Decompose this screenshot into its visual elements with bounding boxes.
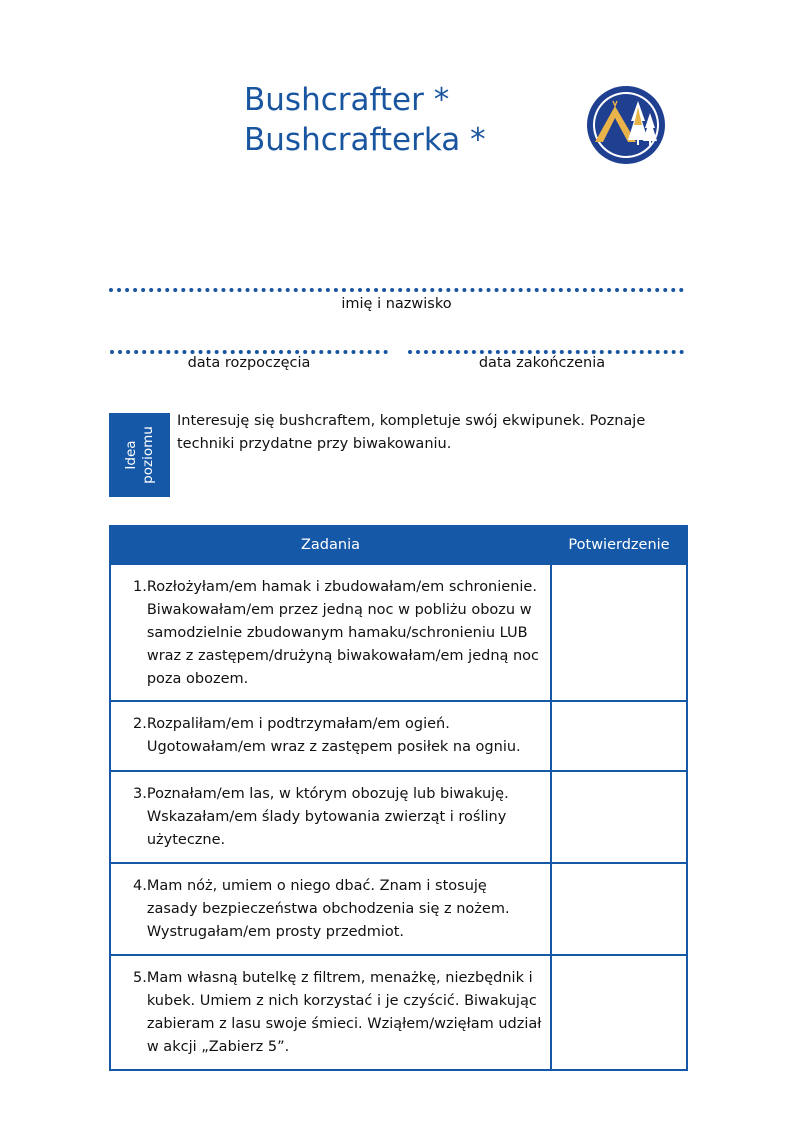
task-text: Rozłożyłam/em hamak i zbudowałam/em schronienie. Biwakowałam/em przez jedną noc w pobliżu obozu w samodzielnie zbudowanym hamaku/schronieniu LUB wraz z zastępem/drużyną biwakowałam/em jedną noc poza obozem. [146,579,540,687]
task-cell [110,955,551,1070]
task-text: Poznałam/em las, w którym obozuję lub biwakuję. Wskazałam/em ślady bytowania zwierząt i rośliny użyteczne. [146,786,509,848]
name-dotted-line[interactable] [109,288,684,292]
start-date-label: data rozpoczęcia [187,355,311,371]
task-text: Mam nóż, umiem o niego dbać. Znam i stosuję zasady bezpieczeństwa obchodzenia się z nożem. Wystrugałam/em prosty przedmiot. [146,878,510,940]
task-cell [110,863,551,955]
confirmation-cell[interactable] [551,564,687,701]
end-date-label: data zakończenia [478,355,606,371]
task-number: 4. [133,878,147,894]
confirmation-cell[interactable] [551,701,687,771]
level-idea-label-box [109,413,170,497]
task-number: 3. [133,786,147,802]
task-cell [110,771,551,863]
level-idea-text: Interesuję się bushcraftem, kompletuje swój ekwipunek. Poznaje techniki przydatne przy biwakowaniu. [177,413,646,452]
level-idea-label [123,426,157,484]
level-idea-label-line-2: poziomu [139,426,156,484]
table-row [110,771,687,863]
table-row [110,564,687,701]
start-date-dotted-line[interactable] [110,350,388,354]
tent-and-trees-badge-icon [586,85,666,165]
task-number: 1. [133,579,147,595]
table-row [110,955,687,1070]
task-cell [110,701,551,771]
title-line-2: Bushcrafterka * [244,122,486,158]
confirmation-cell[interactable] [551,955,687,1070]
tasks-table [109,525,688,1071]
confirmation-header: Potwierdzenie [551,526,687,564]
table-row [110,701,687,771]
end-date-dotted-line[interactable] [408,350,684,354]
tasks-header: Zadania [110,526,551,564]
badge-title [244,80,486,160]
task-text: Rozpaliłam/em i podtrzymałam/em ogień. Ugotowałam/em wraz z zastępem posiłek na ogniu. [146,716,521,755]
table-row [110,863,687,955]
name-label: imię i nazwisko [341,296,452,312]
confirmation-cell[interactable] [551,771,687,863]
task-number: 2. [133,716,147,732]
level-idea-label-line-1: Idea [122,440,139,470]
confirmation-cell[interactable] [551,863,687,955]
task-number: 5. [133,970,147,986]
task-text: Mam własną butelkę z filtrem, menażkę, niezbędnik i kubek. Umiem z nich korzystać i je czyścić. Biwakując zabieram z lasu swoje śmieci. Wziąłem/wzięłam udział w akcji „Zabierz 5”. [146,970,542,1055]
title-line-1: Bushcrafter * [244,82,450,118]
task-cell [110,564,551,701]
